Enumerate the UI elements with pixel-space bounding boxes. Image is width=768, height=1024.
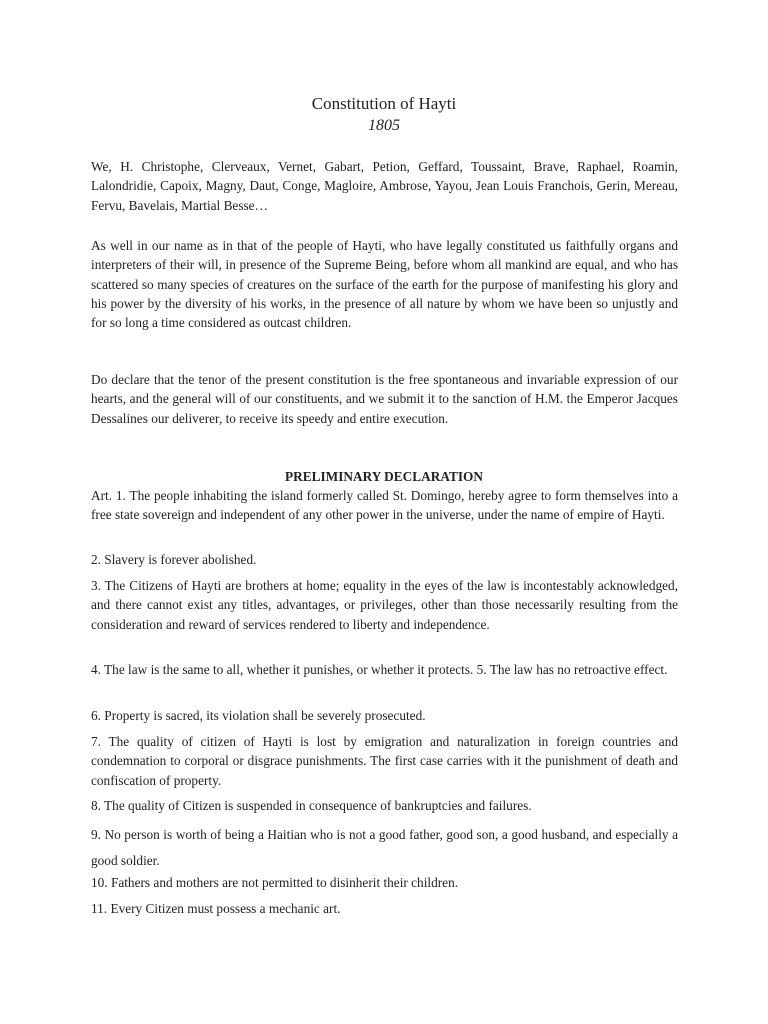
signers-paragraph: We, H. Christophe, Clerveaux, Vernet, Gabart, Petion, Geffard, Toussaint, Brave, Raphael, Roamin, Lalondridie, Capoix, Magny, Daut, Conge, Magloire, Ambrose, Yayou, Jean Louis Franchois, Gerin, Mereau, Fervu, Bavelais, Martial Besse… (91, 159, 678, 213)
declaration-paragraph: Do declare that the tenor of the present constitution is the free spontaneous and invariable expression of our hearts, and the general will of our constituents, and we submit it to the sanction of H.M. the Emperor Jacques Dessalines our deliverer, to receive its speedy and entire execution. (91, 372, 678, 426)
article-4-5: 4. The law is the same to all, whether it punishes, or whether it protects. 5. The law has no retroactive effect. (91, 662, 668, 677)
article-1: Art. 1. The people inhabiting the island formerly called St. Domingo, hereby agree to form themselves into a free state sovereign and independent of any other power in the universe, under the name of empire of Hayti. (91, 488, 678, 523)
preamble-paragraph: As well in our name as in that of the people of Hayti, who have legally constituted us faithfully organs and interpreters of their will, in presence of the Supreme Being, before whom all mankind are equal, and who has scattered so many species of creatures on the surface of the earth for the purpose of manifesting his glory and his power by the diversity of his works, in the presence of all nature by whom we have been so unjustly and for so long a time considered as outcast children. (91, 238, 678, 331)
article-8: 8. The quality of Citizen is suspended in consequence of bankruptcies and failures. (91, 798, 532, 813)
article-11: 11. Every Citizen must possess a mechanic art. (91, 901, 341, 916)
article-7: 7. The quality of citizen of Hayti is lost by emigration and naturalization in foreign countries and condemnation to corporal or disgrace punishments. The first case carries with it the punishment of death and confiscation of property. (91, 734, 678, 788)
article-2: 2. Slavery is forever abolished. (91, 552, 257, 567)
section-heading: PRELIMINARY DECLARATION (285, 469, 483, 484)
document-title: Constitution of Hayti (311, 94, 457, 113)
article-10: 10. Fathers and mothers are not permitted to disinherit their children. (91, 875, 459, 890)
document-year: 1805 (368, 117, 400, 134)
article-9: 9. No person is worth of being a Haitian who is not a good father, good son, a good husband, and especially a good soldier. (91, 827, 678, 868)
article-3: 3. The Citizens of Hayti are brothers at home; equality in the eyes of the law is incontestably acknowledged, and there cannot exist any titles, advantages, or privileges, other than those necessarily resulting from the consideration and reward of services rendered to liberty and independence. (91, 578, 678, 632)
article-6: 6. Property is sacred, its violation shall be severely prosecuted. (91, 708, 426, 723)
